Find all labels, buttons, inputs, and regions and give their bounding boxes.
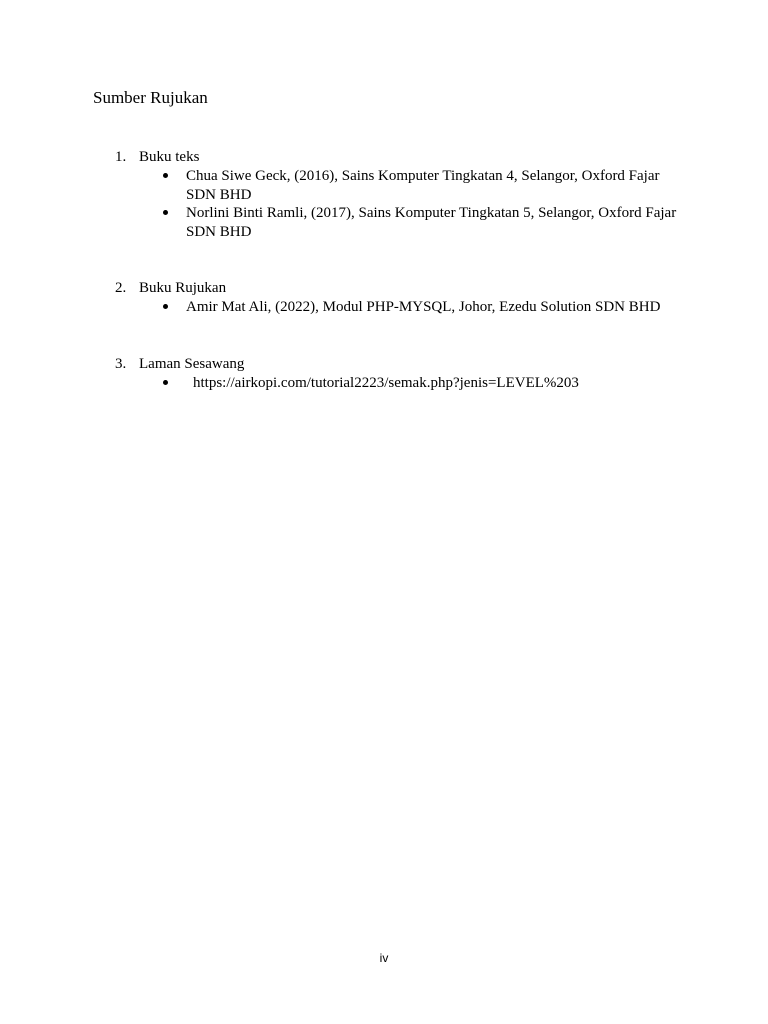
bullet-icon: [163, 210, 168, 215]
section-title: Buku Rujukan: [139, 280, 227, 296]
section-number: 3.: [115, 355, 127, 372]
section-number: 1.: [115, 149, 127, 165]
entry-list: [0, 167, 768, 241]
bullet-icon: [163, 304, 168, 309]
reference-entry: [0, 167, 686, 204]
reference-section-textbooks: [0, 148, 768, 241]
page-title: Sumber Rujukan: [93, 88, 208, 107]
section-title: Laman Sesawang: [139, 355, 245, 372]
reference-entry: [0, 298, 686, 317]
section-heading: [0, 279, 768, 298]
reference-section-websites: [0, 355, 768, 393]
reference-text: Norlini Binti Ramli, (2017), Sains Komputer Tingkatan 5, Selangor, Oxford Fajar SDN BHD: [186, 205, 677, 240]
section-number: 2.: [115, 280, 127, 296]
reference-entry: [0, 204, 686, 241]
entry-list: [0, 298, 768, 317]
section-heading: [0, 355, 768, 374]
reference-section-reference-books: [0, 279, 768, 317]
reference-url[interactable]: https://airkopi.com/tutorial2223/semak.php?jenis=LEVEL%203: [193, 374, 579, 391]
section-heading: [0, 148, 768, 167]
section-title: Buku teks: [139, 149, 200, 165]
reference-entry: [0, 374, 693, 393]
reference-list: [0, 148, 768, 430]
page-number: iv: [379, 951, 389, 965]
reference-text: Amir Mat Ali, (2022), Modul PHP-MYSQL, Johor, Ezedu Solution SDN BHD: [186, 299, 661, 315]
bullet-icon: [163, 173, 168, 178]
entry-list: [0, 374, 768, 393]
bullet-icon: [163, 380, 168, 385]
reference-text: Chua Siwe Geck, (2016), Sains Komputer Tingkatan 4, Selangor, Oxford Fajar SDN BHD: [186, 168, 660, 203]
